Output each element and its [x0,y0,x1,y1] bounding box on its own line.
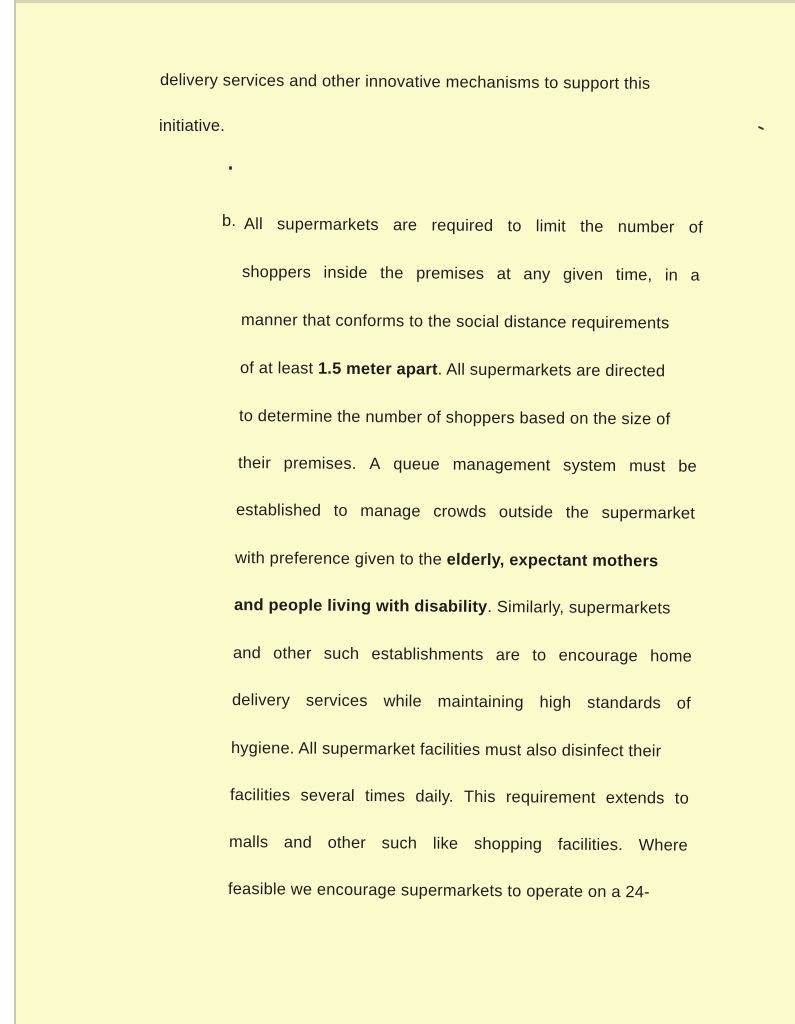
emphasis-text: 1.5 meter apart [317,359,438,379]
word: while [383,692,422,711]
item-b-line-8 [235,549,659,571]
word: maintaining [437,692,524,712]
word: the [565,503,590,522]
scan-top-edge [16,0,795,3]
word: supermarket [601,503,696,523]
word: established [235,501,322,520]
word: other [327,833,367,853]
item-b-line-5: to determine the number of shoppers based on the size of [238,407,671,429]
item-b-line-4 [240,359,665,381]
word: requirement [505,788,596,807]
word: such [323,644,360,663]
word: to [507,217,522,236]
item-b-line-13 [230,786,689,809]
word: in [664,266,679,285]
scan-speck [758,126,764,130]
item-b-line-14 [229,833,688,856]
word: to [674,789,689,808]
word: supermarkets [276,215,379,235]
word: daily. [415,787,454,806]
word: to [333,501,348,520]
word: and [283,833,312,852]
emphasis-text: and people living with disability [233,596,488,616]
word: a [690,266,700,285]
word: home [650,647,693,666]
word: standards [587,693,662,713]
word: are [392,216,418,235]
word: premises. [283,454,357,473]
word: such [381,834,418,853]
text-run: of at least [239,359,319,378]
word: times [364,787,406,806]
item-b-line-10 [233,644,692,667]
word: and [232,644,262,663]
scan-edge-line [14,0,16,1024]
word: of [688,218,703,237]
word: system [563,456,617,475]
item-b-line-6 [238,454,697,477]
item-b-line-12: hygiene. All supermarket facilities must also disinfect their [230,739,662,761]
text-run: . Similarly, supermarkets [487,597,671,618]
word: inside [323,263,368,282]
word: given [562,265,604,284]
item-b-line-1 [244,215,703,238]
item-b-line-15: feasible we encourage supermarkets to operate on a 24- [227,880,650,902]
word: queue [393,455,440,474]
word: limit [535,217,567,236]
word: must [629,457,666,476]
emphasis-text: elderly, expectant mothers [446,550,659,571]
word: encourage [558,646,638,666]
word: malls [228,833,269,852]
word: outside [498,503,554,522]
word: extends [605,788,665,808]
item-b-line-11 [232,691,691,714]
word: of [676,694,691,713]
item-b-line-9 [234,596,671,618]
word: management [452,455,551,475]
word: services [305,691,368,711]
word: several [300,786,355,805]
intro-line-2: initiative. [159,117,225,135]
word: to [532,646,547,665]
scan-speck [229,166,232,170]
text-run: with preference given to the [234,549,447,569]
word: other [273,644,312,663]
word: shoppers [241,263,312,282]
item-b-line-3: manner that conforms to the social distance requirements [240,311,670,333]
word: required [431,216,494,235]
word: at [496,265,511,284]
word: facilities [229,786,291,805]
word: Where [638,836,688,855]
word: time, [615,265,653,285]
word: shopping [473,834,543,854]
word: This [463,787,496,807]
word: premises [416,264,485,283]
word: any [523,265,551,284]
word: facilities. [557,835,623,855]
word: be [678,457,697,476]
text-run: . All supermarkets are directed [437,360,666,381]
word: A [369,455,381,474]
word: crowds [433,502,487,521]
word: the [380,264,404,283]
word: establishments [371,645,484,664]
word: delivery [231,691,291,710]
word: are [495,646,521,665]
word: the [580,217,604,236]
item-b-line-7 [236,501,695,524]
item-b-line-2 [242,263,700,286]
word: high [539,693,572,712]
word: All [243,215,263,234]
list-marker-b: b. [222,212,237,230]
intro-line-1: delivery services and other innovative mechanisms to support this [159,71,651,93]
word: manage [360,501,421,521]
word: like [432,834,459,853]
word: their [237,454,271,473]
word: number [617,217,675,237]
